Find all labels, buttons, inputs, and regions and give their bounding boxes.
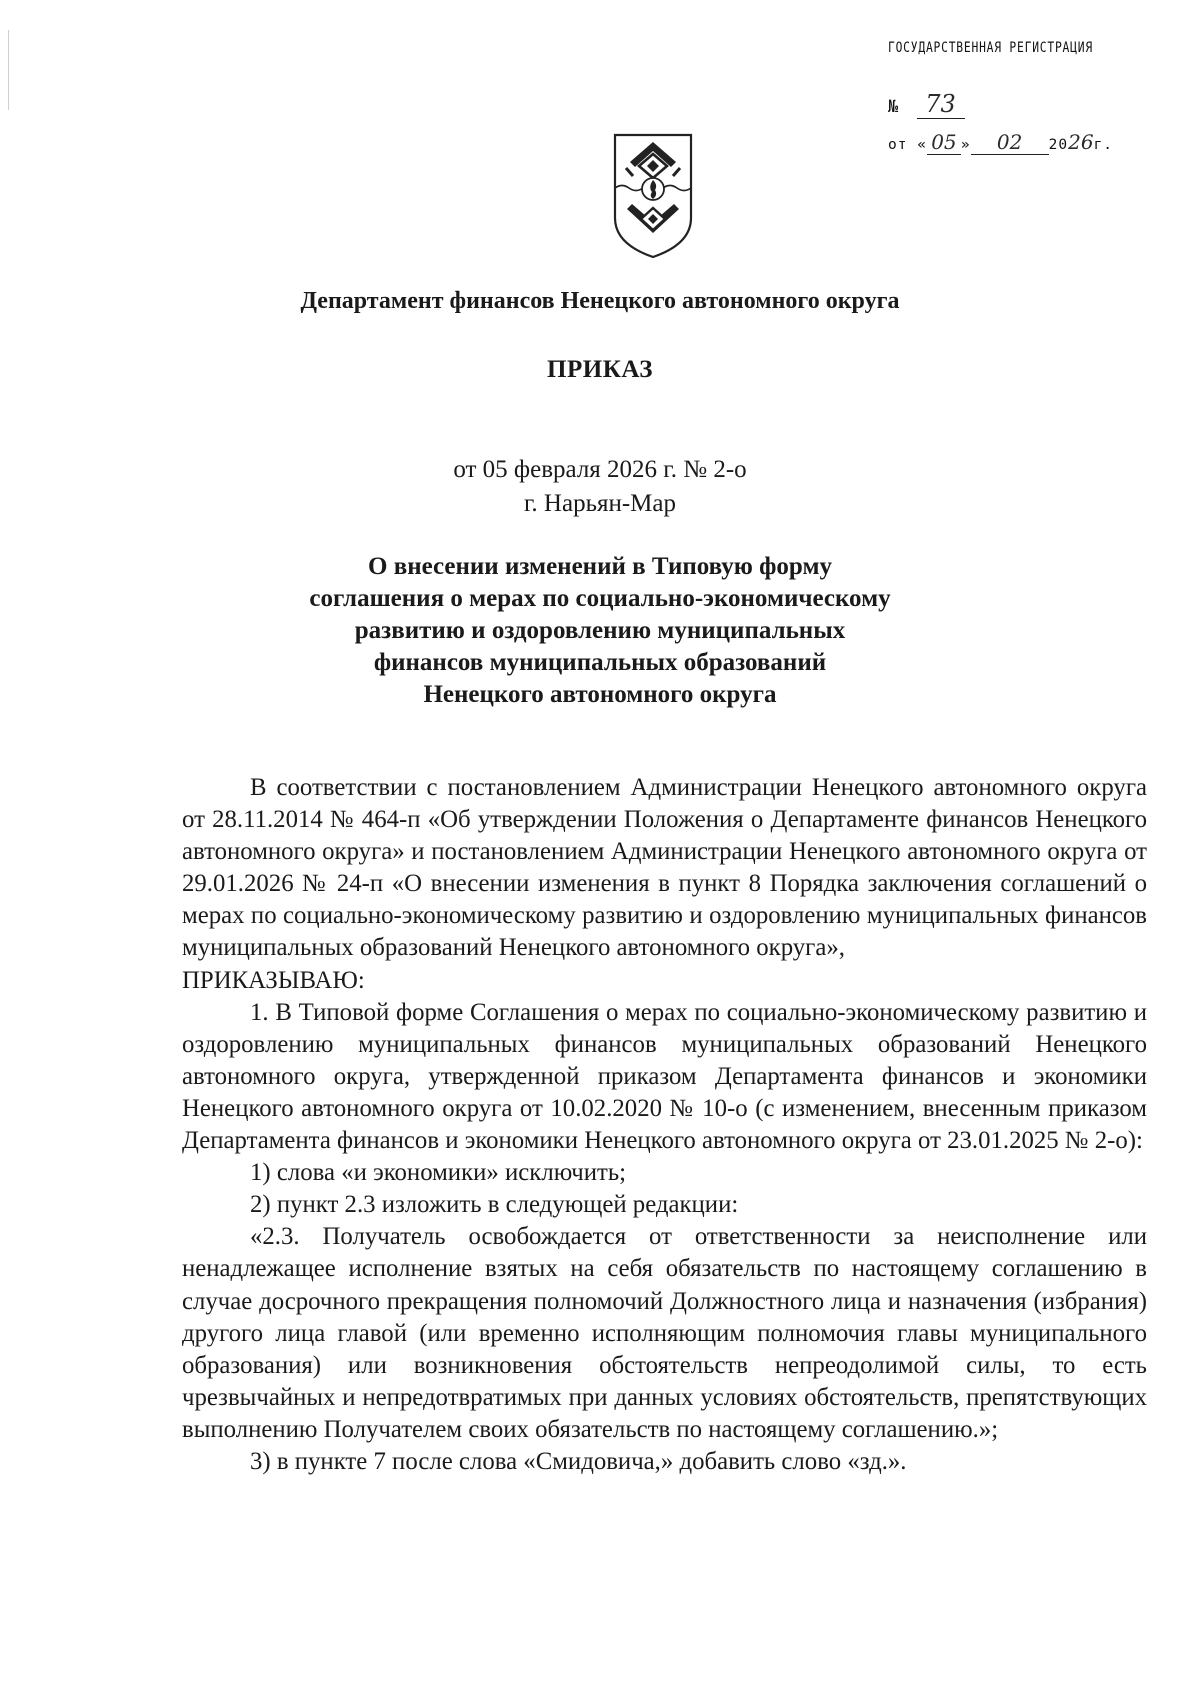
- stamp-date-day: 05: [927, 130, 961, 155]
- item-1-paragraph: 1. В Типовой форме Соглашения о мерах по социально-экономическому развитию и оздоровлению муниципальных финансов муниципальных образований Ненецкого автономного округа, утвержденной приказом Департамента финансов и экономики Ненецкого автономного округа от 10.02.2020 № 10-о (с изменением, внесенным приказом Департамента финансов и экономики Ненецкого автономного округа от 23.01.2025 № 2-о):: [182, 998, 1147, 1155]
- stamp-number-row: [888, 90, 965, 119]
- subject-line: соглашения о мерах по социально-экономическому: [309, 585, 891, 612]
- department-name: Департамент финансов Ненецкого автономного округа: [300, 288, 900, 314]
- stamp-date-mid: »: [960, 137, 971, 153]
- quoted-clause-2-3: «2.3. Получатель освобождается от ответственности за неисполнение или ненадлежащее исполнение взятых на себя обязательств по настоящему соглашению в случае досрочного прекращения полномочий Должностного лица и назначения (избрания) другого лица главой (или временно исполняющим полномочия главы муниципального образования) или возникновения обстоятельств непреодолимой силы, то есть чрезвычайных и непредотвратимых при данных условиях обстоятельств, препятствующих выполнению Получателем своих обязательств по настоящему соглашению.»;: [182, 1223, 1147, 1443]
- scan-edge-left: [8, 30, 9, 110]
- subitem-3: 3) в пункте 7 после слова «Смидовича,» добавить слово «зд.».: [250, 1447, 907, 1475]
- coat-of-arms-icon: [612, 132, 694, 260]
- subitem-2: 2) пункт 2.3 изложить в следующей редакции:: [250, 1191, 739, 1219]
- stamp-date-prefix: от «: [888, 137, 927, 153]
- preamble-paragraph: В соответствии с постановлением Администрации Ненецкого автономного округа от 28.11.2014 № 464-п «Об утверждении Положения о Департаменте финансов Ненецкого автономного округа» и постановлением Администрации Ненецкого автономного округа от 29.01.2026 № 24-п «О внесении изменения в пункт 8 Порядка заключения соглашений о мерах по социально-экономическому развитию и оздоровлению муниципальных финансов муниципальных образований Ненецкого автономного округа»,: [182, 774, 1147, 962]
- document-body: [182, 772, 1147, 1478]
- stamp-date-month: 02: [971, 130, 1049, 155]
- order-word: ПРИКАЗЫВАЮ:: [182, 966, 365, 994]
- document-date-number: от 05 февраля 2026 г. № 2-о: [453, 456, 747, 483]
- subject-line: финансов муниципальных образований: [373, 649, 827, 676]
- document-meta: [0, 453, 1200, 521]
- stamp-title: ГОСУДАРСТВЕННАЯ РЕГИСТРАЦИЯ: [888, 40, 1093, 56]
- stamp-year-prefix: 20: [1048, 137, 1069, 153]
- document-city: г. Нарьян-Мар: [523, 490, 676, 517]
- document-subject: [0, 551, 1200, 711]
- subject-line: Ненецкого автономного округа: [423, 681, 777, 708]
- stamp-number-label: №: [888, 97, 900, 117]
- stamp-number-value: 73: [917, 90, 965, 119]
- subject-line: развитию и оздоровлению муниципальных: [354, 617, 846, 644]
- stamp-year-suffix: 26: [1068, 130, 1094, 154]
- subitem-1: 1) слова «и экономики» исключить;: [250, 1159, 627, 1187]
- document-type: ПРИКАЗ: [547, 356, 653, 383]
- stamp-date-row: [888, 130, 1113, 155]
- stamp-year-end: г.: [1093, 137, 1114, 153]
- subject-line: О внесении изменений в Типовую форму: [368, 553, 832, 580]
